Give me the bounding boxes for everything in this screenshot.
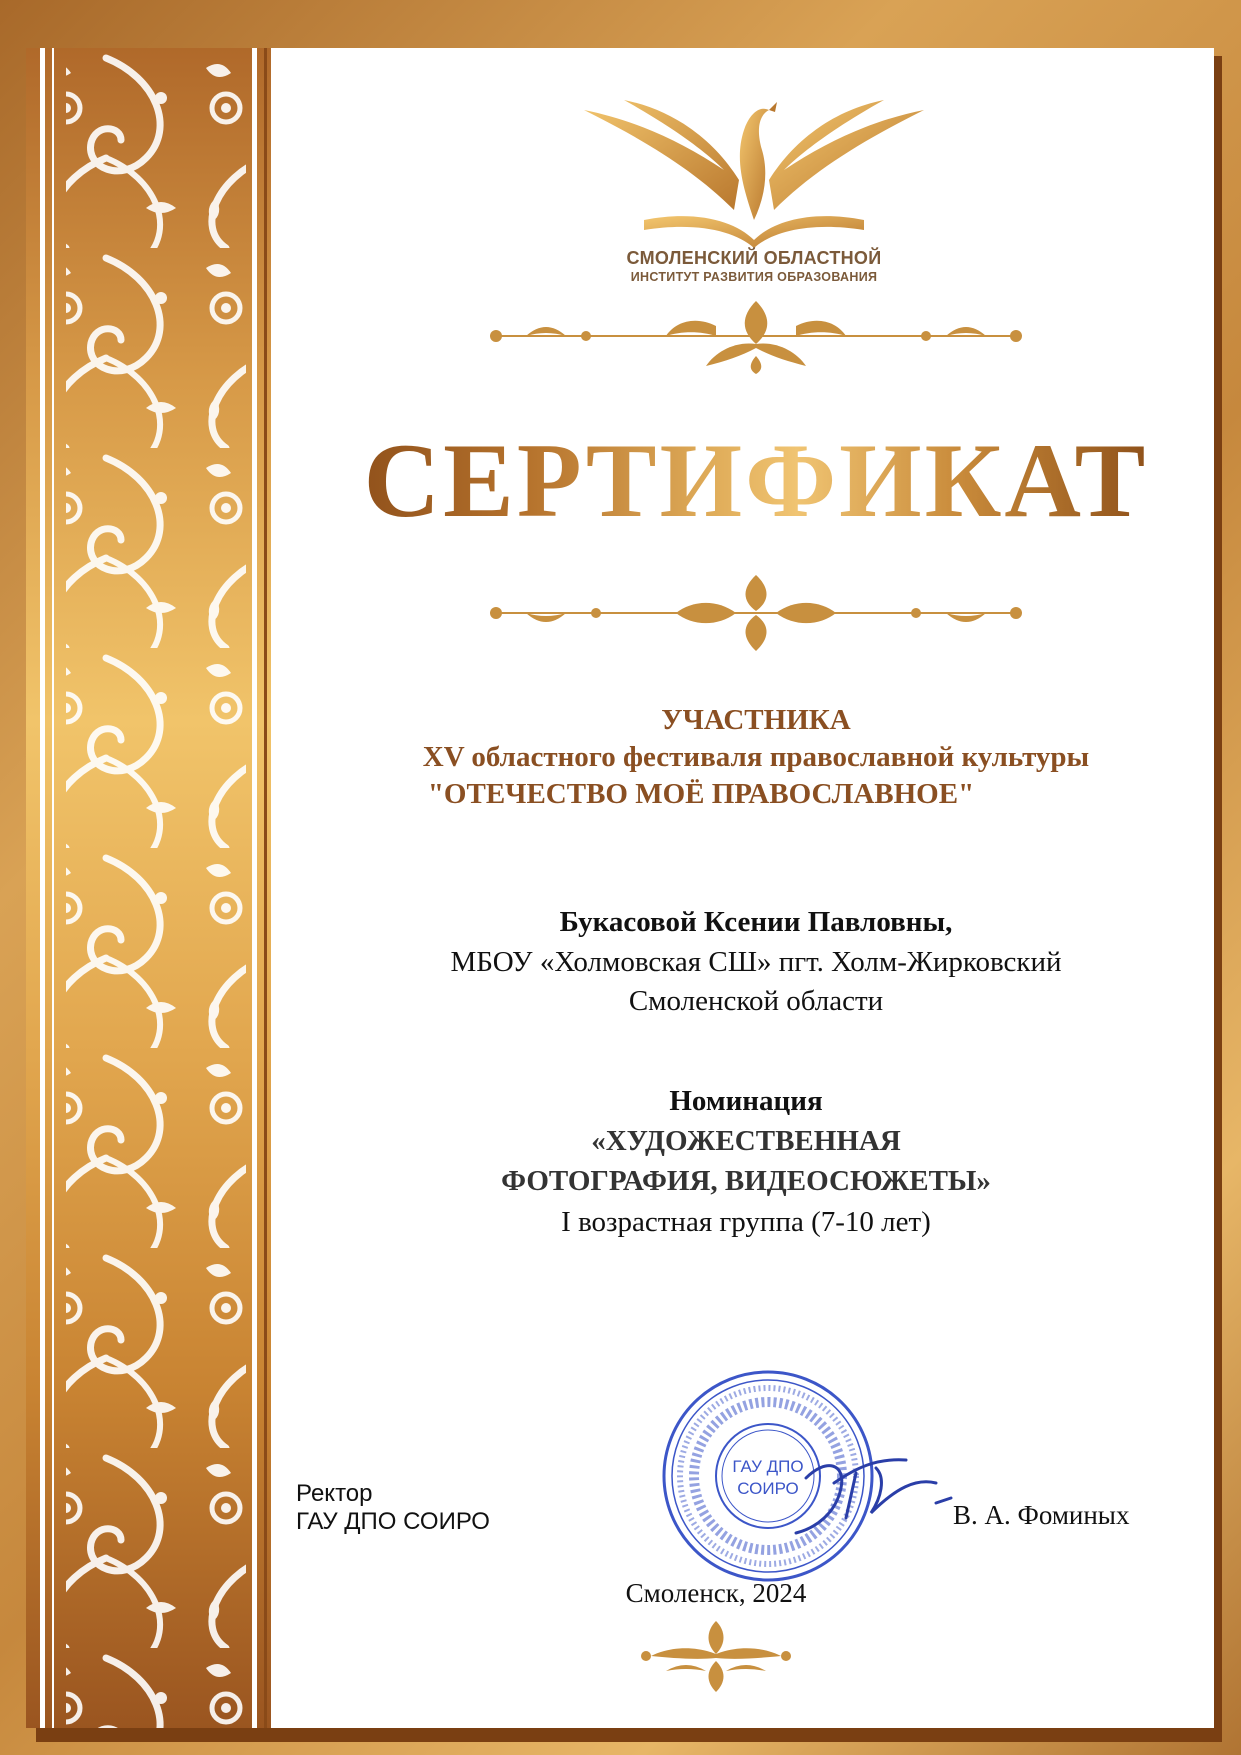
recipient-region: Смоленской области (628, 985, 884, 1017)
flourish-ornament-icon (626, 1616, 806, 1696)
recipient-name: Букасовой Ксении Павловны, (559, 906, 953, 938)
certificate-title: СЕРТИФИКАТ (346, 428, 1166, 534)
signature (786, 1438, 966, 1538)
phoenix-book-icon (584, 70, 924, 250)
stamp-text-1: ГАУ ДПО (732, 1457, 804, 1476)
flourish-ornament-icon (466, 296, 1046, 376)
certificate-sheet (26, 48, 1214, 1728)
flourish-ornament-icon (466, 573, 1046, 653)
festival-name: XV областного фестиваля православной культуры (422, 741, 1090, 773)
rector-organization: ГАУ ДПО СОИРО (296, 1508, 490, 1535)
bottom-flourish (626, 1616, 806, 1696)
nomination-label: Номинация (669, 1085, 823, 1117)
top-flourish (466, 296, 1046, 376)
signature-icon (786, 1438, 966, 1538)
logo-title: СМОЛЕНСКИЙ ОБЛАСТНОЙ (626, 248, 882, 268)
stamp-text-2: СОИРО (737, 1479, 799, 1498)
city-year: Смоленск, 2024 (625, 1578, 807, 1608)
nomination-line-2: ФОТОГРАФИЯ, ВИДЕОСЮЖЕТЫ» (501, 1165, 991, 1197)
participant-label: УЧАСТНИКА (661, 704, 851, 736)
middle-flourish (466, 573, 1046, 653)
ornamental-border (26, 48, 271, 1728)
signer-name: В. А. Фоминых (953, 1500, 1130, 1530)
recipient-school: МБОУ «Холмовская СШ» пгт. Холм-Жирковский (450, 946, 1062, 978)
nomination-line-1: «ХУДОЖЕСТВЕННАЯ (591, 1125, 901, 1157)
festival-motto: "ОТЕЧЕСТВО МОЁ ПРАВОСЛАВНОЕ" (427, 778, 975, 810)
age-group: I возрастная группа (7-10 лет) (561, 1206, 931, 1238)
logo-subtitle: ИНСТИТУТ РАЗВИТИЯ ОБРАЗОВАНИЯ (630, 270, 878, 284)
rector-title: Ректор (296, 1480, 373, 1507)
